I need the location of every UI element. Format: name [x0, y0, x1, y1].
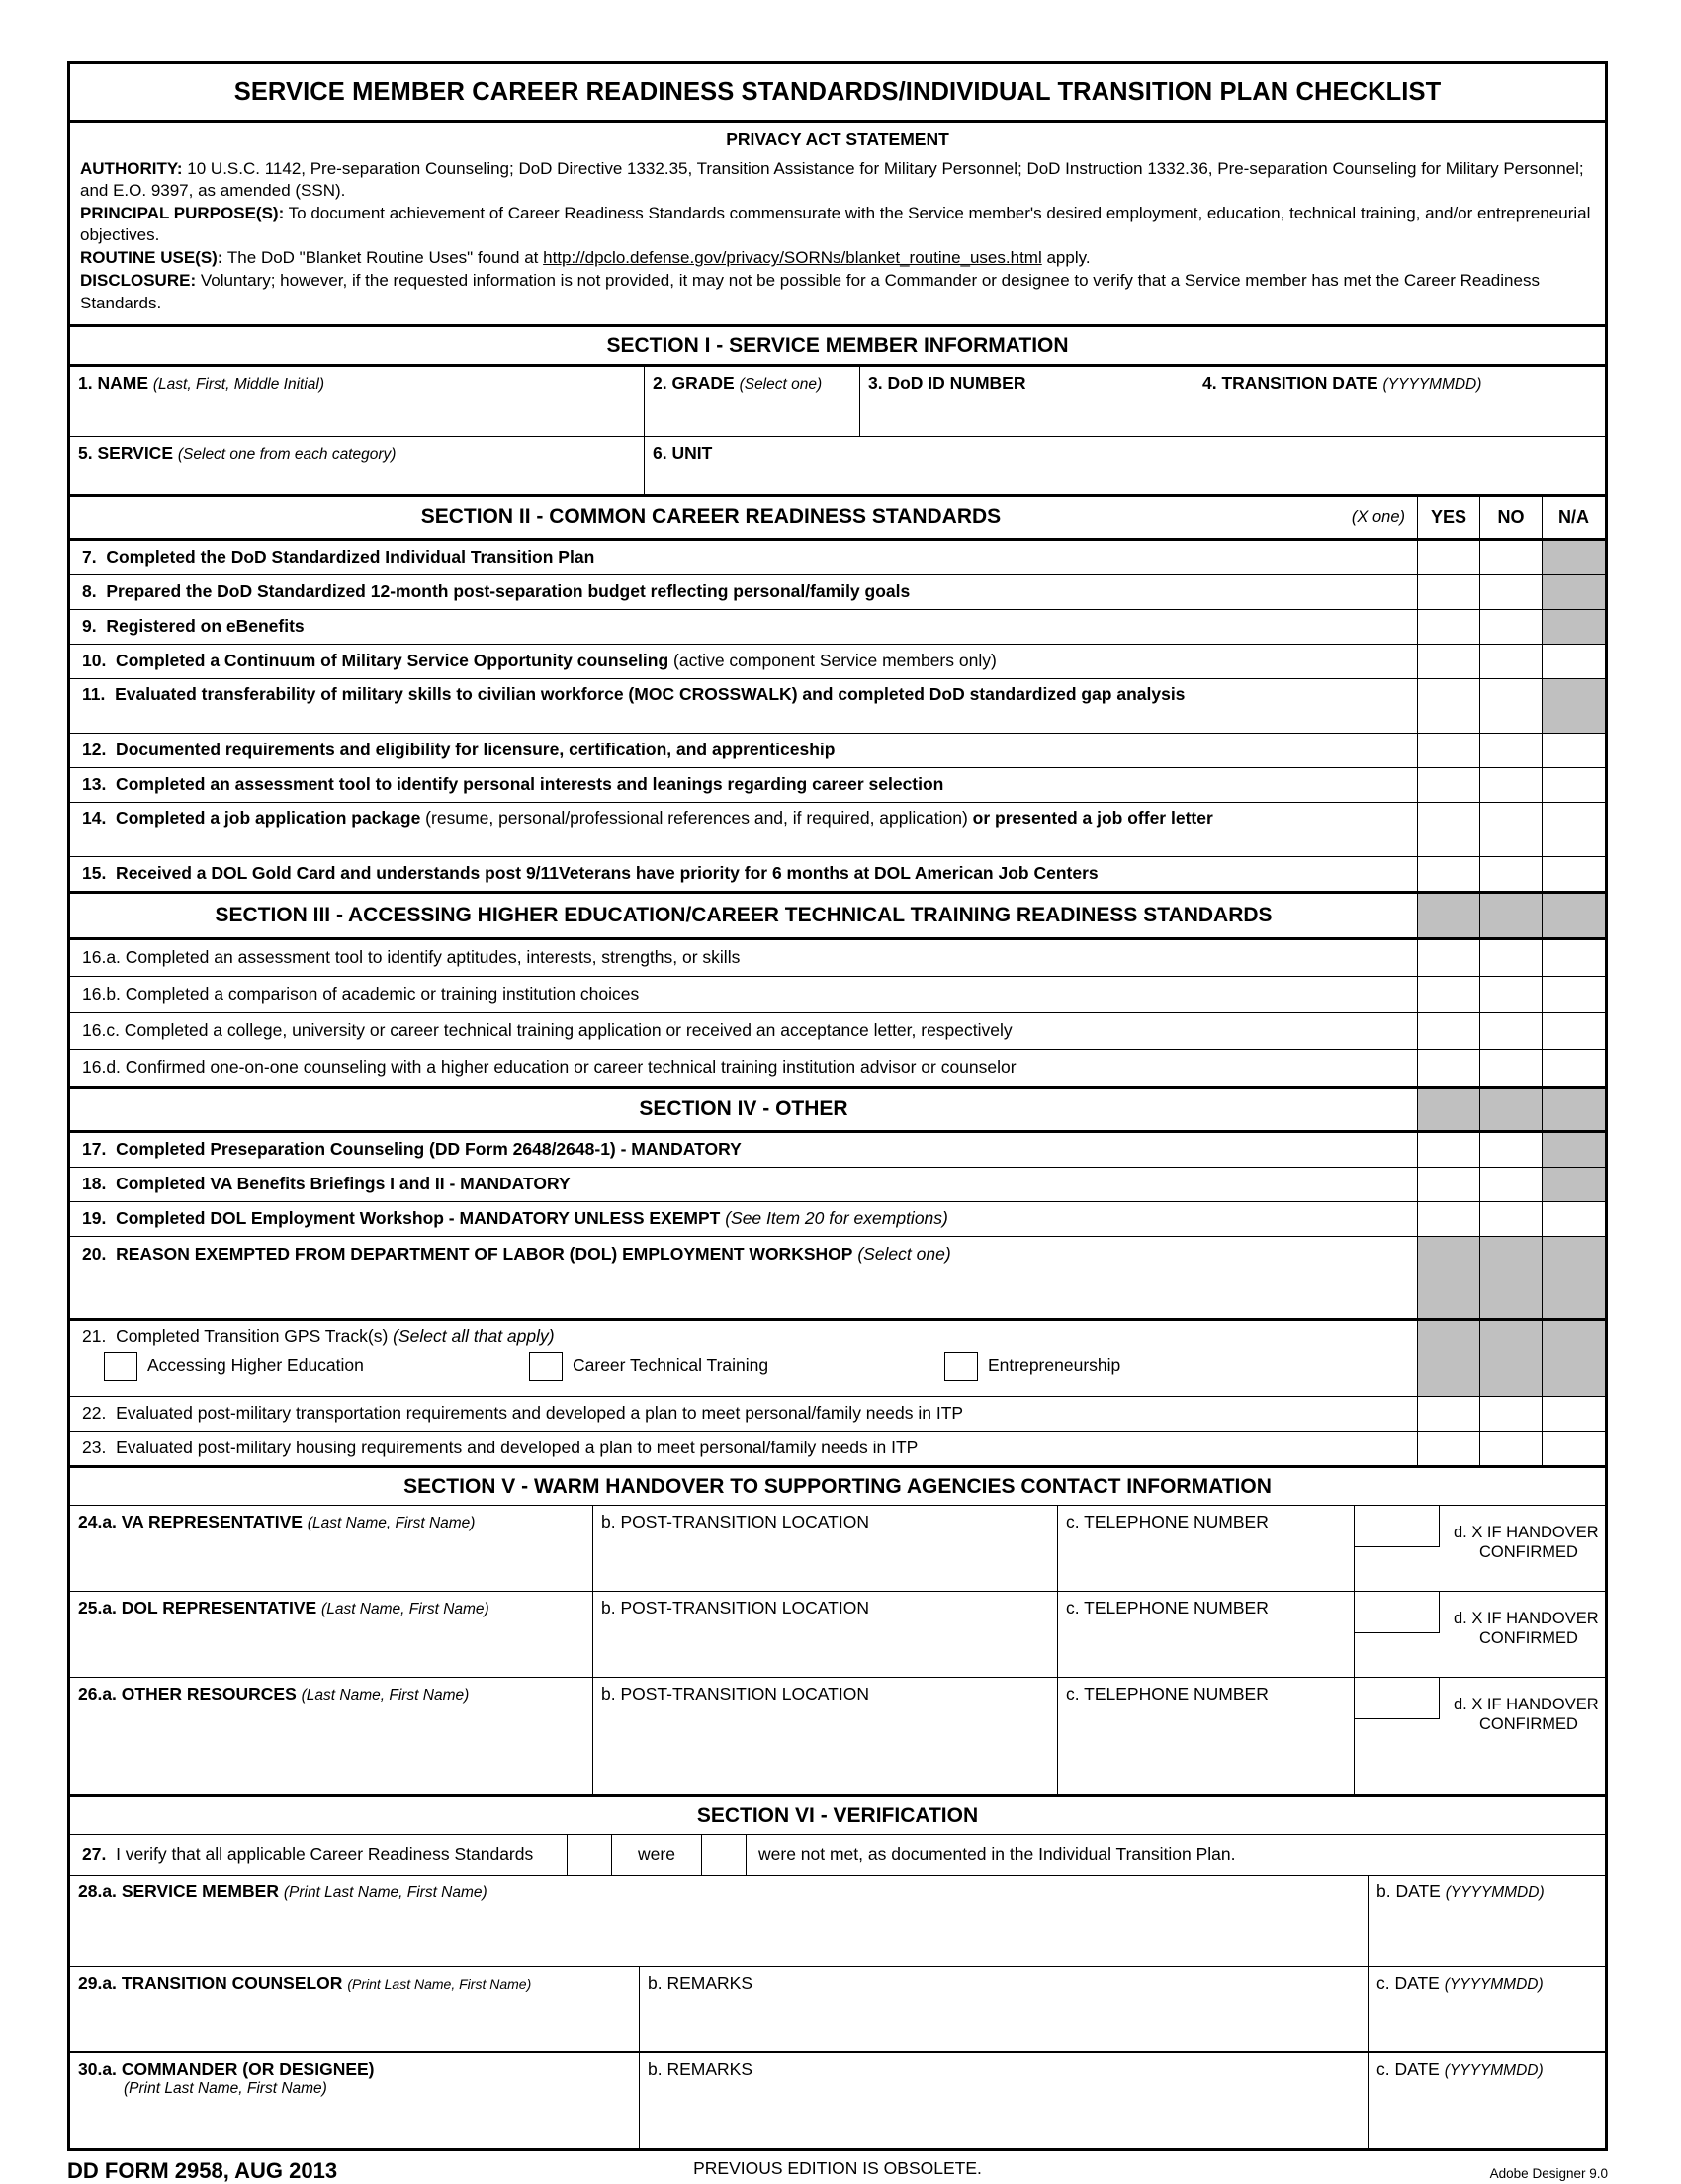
- item-9-row: [70, 609, 1605, 644]
- item-9-na-box: [1542, 610, 1605, 644]
- item-27-were-label: were: [611, 1835, 701, 1875]
- column-header-yes: YES: [1417, 497, 1479, 538]
- item-23-yes-box[interactable]: [1417, 1432, 1479, 1465]
- section-2-x-one-hint: (X one): [1351, 507, 1405, 526]
- privacy-disclosure-label: DISCLOSURE:: [80, 271, 197, 291]
- item-9-text: 9. Registered on eBenefits: [82, 615, 305, 636]
- item-16a-na-box[interactable]: [1542, 940, 1605, 976]
- item-10-na-box[interactable]: [1542, 645, 1605, 678]
- section-3-header: SECTION III - ACCESSING HIGHER EDUCATION/CAREER TECHNICAL TRAINING READINESS STANDARDS: [215, 903, 1273, 926]
- privacy-disclosure: [80, 270, 1595, 313]
- item-29-num: 29.a.: [78, 1972, 117, 1993]
- item-21-label-line: [82, 1326, 1417, 1347]
- item-29-remarks-label: b. REMARKS: [648, 1972, 752, 1993]
- item-30-hint: (Print Last Name, First Name): [124, 2079, 327, 2097]
- item-7-yes-box[interactable]: [1417, 541, 1479, 574]
- contact-25a-location[interactable]: b. POST-TRANSITION LOCATION: [592, 1592, 1057, 1677]
- item-7-no-box[interactable]: [1479, 541, 1542, 574]
- section-4-header-row: [70, 1086, 1605, 1130]
- item-27-label: I verify that all applicable Career Readiness Standards: [116, 1844, 534, 1865]
- item-22-yes-box[interactable]: [1417, 1397, 1479, 1431]
- item-20-label: REASON EXEMPTED FROM DEPARTMENT OF LABOR (DOL) EMPLOYMENT WORKSHOP: [116, 1243, 853, 1264]
- item-16d-yes-box[interactable]: [1417, 1050, 1479, 1086]
- privacy-routine-text-before: The DoD "Blanket Routine Uses" found at: [226, 248, 539, 268]
- item-28-date[interactable]: [1368, 1876, 1605, 1966]
- item-8-yes-box[interactable]: [1417, 575, 1479, 609]
- item-8-na-box: [1542, 575, 1605, 609]
- section-2-checklist: [70, 538, 1605, 891]
- contact-26a-name[interactable]: 26.a. OTHER RESOURCES (Last Name, First Name): [78, 1683, 470, 1704]
- item-27-were-checkbox[interactable]: [567, 1835, 611, 1875]
- item-16a-no-box[interactable]: [1479, 940, 1542, 976]
- field-transition-date-label: TRANSITION DATE: [1221, 372, 1378, 393]
- item-22-no-box[interactable]: [1479, 1397, 1542, 1431]
- contact-25a-name[interactable]: 25.a. DOL REPRESENTATIVE (Last Name, First Name): [78, 1597, 489, 1617]
- track-entrepreneurship[interactable]: [944, 1352, 1120, 1381]
- contact-25a-handover-label: d. X IF HANDOVER CONFIRMED: [1454, 1609, 1599, 1648]
- item-12-text: 12. Documented requirements and eligibility for licensure, certification, and apprenticeship: [82, 739, 836, 759]
- item-30-remarks-label: b. REMARKS: [648, 2058, 752, 2079]
- item-11-row: [70, 678, 1605, 733]
- item-16c-yes-box[interactable]: [1417, 1013, 1479, 1049]
- item-13-no-box[interactable]: [1479, 768, 1542, 802]
- item-20-num: 20.: [82, 1243, 107, 1264]
- item-7-row: [70, 538, 1605, 574]
- item-12-yes-box[interactable]: [1417, 734, 1479, 767]
- item-28-service-member[interactable]: [70, 1876, 1368, 1966]
- privacy-authority-text: 10 U.S.C. 1142, Pre-separation Counseling; DoD Directive 1332.35, Transition Assistance for Military Personnel; DoD Instruction 1332.36, Pre-separation Counseling for Military Personnel; and E.O. 9397, as amended (SSN).: [80, 159, 1584, 201]
- item-27-were-not-label: were not met, as documented in the Individual Transition Plan.: [746, 1835, 1605, 1875]
- item-15-text: 15. Received a DOL Gold Card and understands post 9/11Veterans have priority for 6 months at DOL American Job Centers: [82, 862, 1099, 883]
- contact-26a-location[interactable]: b. POST-TRANSITION LOCATION: [592, 1678, 1057, 1794]
- section-5-contacts: [70, 1506, 1605, 1794]
- section-4-header-yes-spacer: [1417, 1089, 1479, 1130]
- item-12-no-box[interactable]: [1479, 734, 1542, 767]
- item-21-track-list: [82, 1347, 1417, 1386]
- item-16c-na-box[interactable]: [1542, 1013, 1605, 1049]
- item-16a-text: 16.a. Completed an assessment tool to identify aptitudes, interests, strengths, or skills: [82, 946, 741, 967]
- item-22-text: [70, 1397, 1417, 1431]
- item-28-date-label: b. DATE: [1376, 1880, 1441, 1901]
- item-20-na-spacer: [1542, 1237, 1605, 1318]
- contact-26a-handover-checkbox[interactable]: [1354, 1678, 1448, 1794]
- privacy-act-heading: PRIVACY ACT STATEMENT: [726, 130, 949, 149]
- form-id: DD FORM 2958, AUG 2013: [67, 2157, 338, 2183]
- item-8-no-box[interactable]: [1479, 575, 1542, 609]
- item-16a-yes-box[interactable]: [1417, 940, 1479, 976]
- item-20-row: [70, 1236, 1605, 1318]
- section-4-header-no-spacer: [1479, 1089, 1542, 1130]
- item-16d-row: [70, 1049, 1605, 1086]
- contact-row-26a: [70, 1677, 1605, 1794]
- field-name-hint: (Last, First, Middle Initial): [152, 375, 325, 393]
- item-7-na-box: [1542, 541, 1605, 574]
- item-16d-text: 16.d. Confirmed one-on-one counseling with a higher education or career technical training institution advisor or counselor: [82, 1056, 1017, 1077]
- item-19-no-box[interactable]: [1479, 1202, 1542, 1236]
- item-22-label: Evaluated post-military transportation requirements and developed a plan to meet personal/family needs in ITP: [116, 1402, 964, 1423]
- item-9-yes-box[interactable]: [1417, 610, 1479, 644]
- item-18-no-box[interactable]: [1479, 1168, 1542, 1201]
- item-28-date-hint: (YYYYMMDD): [1445, 1883, 1545, 1901]
- previous-edition-note: PREVIOUS EDITION IS OBSOLETE.: [693, 2157, 982, 2178]
- item-20-text[interactable]: [70, 1237, 1417, 1318]
- track-accessing-higher-education[interactable]: [104, 1352, 529, 1381]
- track-checkbox-accessing-higher-education[interactable]: [104, 1352, 137, 1381]
- item-17-row: [70, 1130, 1605, 1167]
- section-1-header: SECTION I - SERVICE MEMBER INFORMATION: [70, 327, 1605, 367]
- item-30-commander[interactable]: [70, 2053, 639, 2148]
- item-18-num: 18.: [82, 1173, 107, 1193]
- item-9-no-box[interactable]: [1479, 610, 1542, 644]
- form-title: SERVICE MEMBER CAREER READINESS STANDARDS/INDIVIDUAL TRANSITION PLAN CHECKLIST: [70, 64, 1605, 123]
- item-20-yes-spacer: [1417, 1237, 1479, 1318]
- item-17-na-box: [1542, 1133, 1605, 1167]
- form-footer: [67, 2158, 1608, 2184]
- item-21-label: Completed Transition GPS Track(s): [116, 1325, 389, 1346]
- section-6-header: SECTION VI - VERIFICATION: [70, 1794, 1605, 1835]
- privacy-purpose: [80, 203, 1595, 246]
- contact-24a-handover-label: d. X IF HANDOVER CONFIRMED: [1454, 1523, 1599, 1562]
- section-4-header: SECTION IV - OTHER: [639, 1096, 848, 1120]
- item-22-row: [70, 1396, 1605, 1431]
- item-7-text: 7. Completed the DoD Standardized Individual Transition Plan: [82, 546, 595, 567]
- item-29-row: [70, 1966, 1605, 2051]
- contact-row-24a: [70, 1506, 1605, 1591]
- privacy-routine-url[interactable]: http://dpclo.defense.gov/privacy/SORNs/blanket_routine_uses.html: [543, 248, 1042, 268]
- field-name[interactable]: [70, 367, 644, 436]
- field-grade-label: GRADE: [671, 372, 735, 393]
- track-label-career-technical-training: Career Technical Training: [573, 1355, 769, 1376]
- item-23-row: [70, 1431, 1605, 1465]
- item-12-row: [70, 733, 1605, 767]
- field-dod-id[interactable]: [859, 367, 1194, 436]
- field-dod-id-num: 3.: [868, 372, 883, 393]
- item-30-date[interactable]: [1368, 2053, 1605, 2148]
- dd-form-2958: [67, 61, 1608, 2151]
- item-28-num: 28.a.: [78, 1880, 117, 1901]
- section-2-header: SECTION II - COMMON CAREER READINESS STANDARDS: [420, 505, 1002, 529]
- item-13-yes-box[interactable]: [1417, 768, 1479, 802]
- column-header-no: NO: [1479, 497, 1542, 538]
- field-unit[interactable]: [644, 437, 1605, 494]
- item-19-na-box[interactable]: [1542, 1202, 1605, 1236]
- privacy-purpose-label: PRINCIPAL PURPOSE(S):: [80, 204, 285, 223]
- item-28-hint: (Print Last Name, First Name): [283, 1883, 487, 1901]
- item-18-label: Completed VA Benefits Briefings I and II - MANDATORY: [116, 1173, 571, 1193]
- privacy-purpose-text: To document achievement of Career Readiness Standards commensurate with the Service member's desired employment, education, technical training, and/or entrepreneurial objectives.: [80, 204, 1591, 245]
- item-18-yes-box[interactable]: [1417, 1168, 1479, 1201]
- privacy-routine-label: ROUTINE USE(S):: [80, 248, 223, 268]
- item-29-label: TRANSITION COUNSELOR: [121, 1972, 343, 1993]
- item-27-row: [70, 1835, 1605, 1875]
- privacy-routine-text-after: apply.: [1046, 248, 1091, 268]
- item-14-no-box[interactable]: [1479, 803, 1542, 856]
- item-15-row: [70, 856, 1605, 891]
- item-23-na-box[interactable]: [1542, 1432, 1605, 1465]
- section-3-header-no-spacer: [1479, 894, 1542, 937]
- field-transition-date-hint: (YYYYMMDD): [1382, 375, 1482, 393]
- item-21-yes-spacer: [1417, 1321, 1479, 1396]
- item-16d-na-box[interactable]: [1542, 1050, 1605, 1086]
- privacy-routine-use: [80, 247, 1595, 269]
- item-28-label: SERVICE MEMBER: [121, 1880, 279, 1901]
- item-11-yes-box[interactable]: [1417, 679, 1479, 733]
- item-8-text: 8. Prepared the DoD Standardized 12-month post-separation budget reflecting personal/family goals: [82, 580, 911, 601]
- item-27-num: 27.: [82, 1844, 107, 1865]
- field-unit-label: UNIT: [671, 442, 713, 463]
- track-career-technical-training[interactable]: [529, 1352, 944, 1381]
- item-19-hint: (See Item 20 for exemptions): [725, 1207, 948, 1228]
- item-27-were-not-checkbox[interactable]: [701, 1835, 746, 1875]
- item-8-row: [70, 574, 1605, 609]
- item-16c-no-box[interactable]: [1479, 1013, 1542, 1049]
- item-16b-no-box[interactable]: [1479, 977, 1542, 1012]
- item-19-row: [70, 1201, 1605, 1236]
- field-grade[interactable]: [644, 367, 859, 436]
- item-30-date-label: c. DATE: [1376, 2058, 1440, 2079]
- item-29-date[interactable]: [1368, 1967, 1605, 2051]
- item-14-na-box[interactable]: [1542, 803, 1605, 856]
- item-30-label: COMMANDER (OR DESIGNEE): [121, 2058, 375, 2079]
- track-checkbox-career-technical-training[interactable]: [529, 1352, 563, 1381]
- field-grade-num: 2.: [653, 372, 667, 393]
- contact-row-25a: [70, 1591, 1605, 1677]
- item-22-num: 22.: [82, 1402, 107, 1423]
- item-30-date-hint: (YYYYMMDD): [1444, 2061, 1544, 2079]
- item-29-remarks[interactable]: [639, 1967, 1368, 2051]
- item-18-row: [70, 1167, 1605, 1201]
- section-2-header-row: [70, 494, 1605, 538]
- item-16b-yes-box[interactable]: [1417, 977, 1479, 1012]
- item-30-num: 30.a.: [78, 2058, 117, 2079]
- item-23-num: 23.: [82, 1437, 107, 1457]
- section-5-header: SECTION V - WARM HANDOVER TO SUPPORTING AGENCIES CONTACT INFORMATION: [70, 1465, 1605, 1506]
- field-service-label: SERVICE: [97, 442, 173, 463]
- section-3-header-row: [70, 891, 1605, 937]
- field-transition-date-num: 4.: [1202, 372, 1217, 393]
- section-3-header-yes-spacer: [1417, 894, 1479, 937]
- item-14-row: [70, 802, 1605, 856]
- item-17-label: Completed Preseparation Counseling (DD Form 2648/2648-1) - MANDATORY: [116, 1138, 742, 1159]
- column-header-na: N/A: [1542, 497, 1605, 538]
- item-19-yes-box[interactable]: [1417, 1202, 1479, 1236]
- item-14-text: 14. Completed a job application package (resume, personal/professional references and, if required, application) or presented a job offer letter: [82, 807, 1213, 828]
- item-18-text: [70, 1168, 1417, 1201]
- field-service[interactable]: [70, 437, 644, 494]
- item-21-num: 21.: [82, 1325, 107, 1346]
- item-16b-row: [70, 976, 1605, 1012]
- item-21-content: [70, 1321, 1417, 1396]
- privacy-authority: [80, 158, 1595, 202]
- item-11-na-box: [1542, 679, 1605, 733]
- contact-24a-location[interactable]: b. POST-TRANSITION LOCATION: [592, 1506, 1057, 1591]
- item-15-yes-box[interactable]: [1417, 857, 1479, 891]
- section-4-header-na-spacer: [1542, 1089, 1605, 1130]
- contact-26a-handover-label: d. X IF HANDOVER CONFIRMED: [1454, 1695, 1599, 1734]
- section-3-checklist: [70, 937, 1605, 1086]
- item-10-yes-box[interactable]: [1417, 645, 1479, 678]
- contact-26a-telephone[interactable]: c. TELEPHONE NUMBER: [1057, 1678, 1354, 1794]
- item-23-no-box[interactable]: [1479, 1432, 1542, 1465]
- item-27-text: [70, 1835, 567, 1875]
- item-11-text: 11. Evaluated transferability of military skills to civilian workforce (MOC CROSSWALK) and completed DoD standardized gap analysis: [82, 683, 1186, 704]
- item-16a-row: [70, 937, 1605, 976]
- item-17-text: [70, 1133, 1417, 1167]
- item-12-na-box[interactable]: [1542, 734, 1605, 767]
- item-13-text: 13. Completed an assessment tool to identify personal interests and leanings regarding career selection: [82, 773, 944, 794]
- item-21-no-spacer: [1479, 1321, 1542, 1396]
- item-13-na-box[interactable]: [1542, 768, 1605, 802]
- item-30-row: [70, 2051, 1605, 2148]
- field-unit-num: 6.: [653, 442, 667, 463]
- item-29-transition-counselor[interactable]: [70, 1967, 639, 2051]
- track-checkbox-entrepreneurship[interactable]: [944, 1352, 978, 1381]
- privacy-disclosure-text: Voluntary; however, if the requested information is not provided, it may not be possible for a Commander or designee to verify that a Service member has met the Career Readiness Standards.: [80, 271, 1540, 312]
- item-29-hint: (Print Last Name, First Name): [347, 1975, 532, 1992]
- item-10-row: [70, 644, 1605, 678]
- item-16c-text: 16.c. Completed a college, university or career technical training application or received an acceptance letter, respectively: [82, 1019, 1013, 1040]
- item-16b-na-box[interactable]: [1542, 977, 1605, 1012]
- privacy-act-statement: [70, 123, 1605, 327]
- field-name-label: NAME: [97, 372, 149, 393]
- section-1-row-1: [70, 367, 1605, 436]
- item-17-no-box[interactable]: [1479, 1133, 1542, 1167]
- track-label-entrepreneurship: Entrepreneurship: [988, 1355, 1121, 1376]
- item-18-na-box: [1542, 1168, 1605, 1201]
- item-20-hint: (Select one): [857, 1243, 951, 1264]
- section-1-row-2: [70, 436, 1605, 494]
- item-21-hint: (Select all that apply): [393, 1325, 555, 1346]
- item-17-num: 17.: [82, 1138, 107, 1159]
- item-21-row: [70, 1318, 1605, 1396]
- field-name-num: 1.: [78, 372, 93, 393]
- item-20-no-spacer: [1479, 1237, 1542, 1318]
- contact-25a-telephone[interactable]: c. TELEPHONE NUMBER: [1057, 1592, 1354, 1677]
- item-15-no-box[interactable]: [1479, 857, 1542, 891]
- item-22-na-box[interactable]: [1542, 1397, 1605, 1431]
- item-28-row: [70, 1875, 1605, 1966]
- field-transition-date[interactable]: [1194, 367, 1605, 436]
- field-dod-id-label: DoD ID NUMBER: [887, 372, 1026, 393]
- field-service-num: 5.: [78, 442, 93, 463]
- item-15-na-box[interactable]: [1542, 857, 1605, 891]
- contact-24a-name[interactable]: 24.a. VA REPRESENTATIVE (Last Name, First Name): [78, 1511, 476, 1531]
- contact-25a-handover-checkbox[interactable]: [1354, 1592, 1448, 1677]
- item-19-label: Completed DOL Employment Workshop - MANDATORY UNLESS EXEMPT: [116, 1207, 721, 1228]
- item-19-num: 19.: [82, 1207, 107, 1228]
- field-service-hint: (Select one from each category): [177, 445, 397, 463]
- item-17-yes-box[interactable]: [1417, 1133, 1479, 1167]
- item-11-no-box[interactable]: [1479, 679, 1542, 733]
- item-23-text: [70, 1432, 1417, 1465]
- item-14-yes-box[interactable]: [1417, 803, 1479, 856]
- producer-note: Adobe Designer 9.0: [1489, 2165, 1608, 2181]
- privacy-authority-label: AUTHORITY:: [80, 159, 183, 178]
- item-10-text: 10. Completed a Continuum of Military Service Opportunity counseling (active component Service members only): [82, 650, 997, 670]
- item-23-label: Evaluated post-military housing requirements and developed a plan to meet personal/family needs in ITP: [116, 1437, 919, 1457]
- item-10-no-box[interactable]: [1479, 645, 1542, 678]
- item-13-row: [70, 767, 1605, 802]
- item-29-date-hint: (YYYYMMDD): [1444, 1975, 1544, 1993]
- item-16b-text: 16.b. Completed a comparison of academic or training institution choices: [82, 983, 640, 1004]
- contact-24a-telephone[interactable]: c. TELEPHONE NUMBER: [1057, 1506, 1354, 1591]
- field-grade-hint: (Select one): [739, 375, 823, 393]
- track-label-accessing-higher-education: Accessing Higher Education: [147, 1355, 364, 1376]
- contact-24a-handover-checkbox[interactable]: [1354, 1506, 1448, 1591]
- item-30-remarks[interactable]: [639, 2053, 1368, 2148]
- item-29-date-label: c. DATE: [1376, 1972, 1440, 1993]
- item-21-na-spacer: [1542, 1321, 1605, 1396]
- section-3-header-na-spacer: [1542, 894, 1605, 937]
- item-16d-no-box[interactable]: [1479, 1050, 1542, 1086]
- item-19-text: [70, 1202, 1417, 1236]
- item-16c-row: [70, 1012, 1605, 1049]
